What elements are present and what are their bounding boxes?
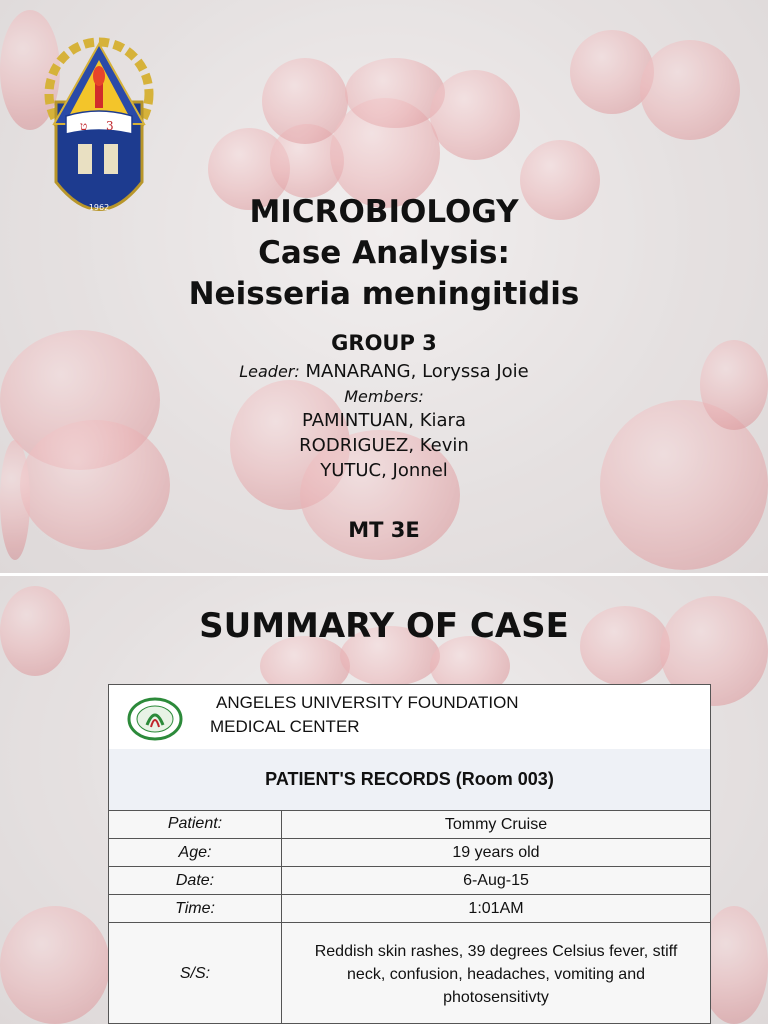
table-row (109, 923, 710, 1024)
slide-heading: SUMMARY OF CASE (199, 606, 569, 646)
row-value-text: 6-Aug-15 (463, 872, 529, 889)
org-header (109, 685, 710, 750)
row-value (282, 867, 710, 894)
table-row (109, 867, 710, 895)
org-name-line-1: ANGELES UNIVERSITY FOUNDATION (216, 693, 519, 712)
title-line-1: MICROBIOLOGY (249, 194, 519, 230)
leader-name: MANARANG, Loryssa Joie (305, 361, 529, 382)
row-value-text: 1:01AM (468, 900, 524, 917)
row-label: Patient: (109, 810, 282, 838)
row-label: Date: (109, 867, 282, 894)
leader-label: Leader: (239, 362, 300, 381)
row-value (282, 810, 710, 838)
group-label: GROUP 3 (331, 331, 437, 355)
row-value-text: Tommy Cruise (444, 815, 548, 833)
svg-text:3: 3 (106, 119, 114, 133)
members-label: Members: (344, 387, 424, 406)
row-value-text: Reddish skin rashes, 39 degrees Celsius fever, stiff neck, confusion, headaches, vomiting and photosensitivty (314, 942, 678, 1006)
svg-text:1962: 1962 (88, 203, 110, 212)
member-name: RODRIGUEZ, Kevin (299, 435, 469, 456)
slide-title (0, 192, 768, 315)
svg-text:ט: ט (80, 119, 88, 133)
patient-record-table (108, 684, 711, 1024)
member-name: PAMINTUAN, Kiara (302, 410, 466, 431)
leader-line (0, 361, 768, 382)
records-title: PATIENT'S RECORDS (Room 003) (109, 749, 710, 811)
table-row (109, 839, 710, 867)
section-label: MT 3E (348, 518, 420, 542)
row-value (282, 839, 710, 866)
title-line-3: Neisseria meningitidis (188, 276, 580, 312)
row-label: S/S: (109, 923, 282, 1024)
row-label: Time: (109, 895, 282, 922)
org-name-line-2: MEDICAL CENTER (210, 717, 360, 736)
summary-slide (0, 576, 768, 1024)
member-name: YUTUC, Jonnel (320, 460, 448, 481)
table-row (109, 810, 710, 839)
title-line-2: Case Analysis: (258, 235, 510, 271)
medical-center-logo (127, 697, 183, 741)
table-row (109, 895, 710, 923)
row-label: Age: (109, 839, 282, 866)
row-value-text: 19 years old (452, 844, 540, 861)
row-value (282, 895, 710, 922)
row-value (282, 923, 710, 1024)
